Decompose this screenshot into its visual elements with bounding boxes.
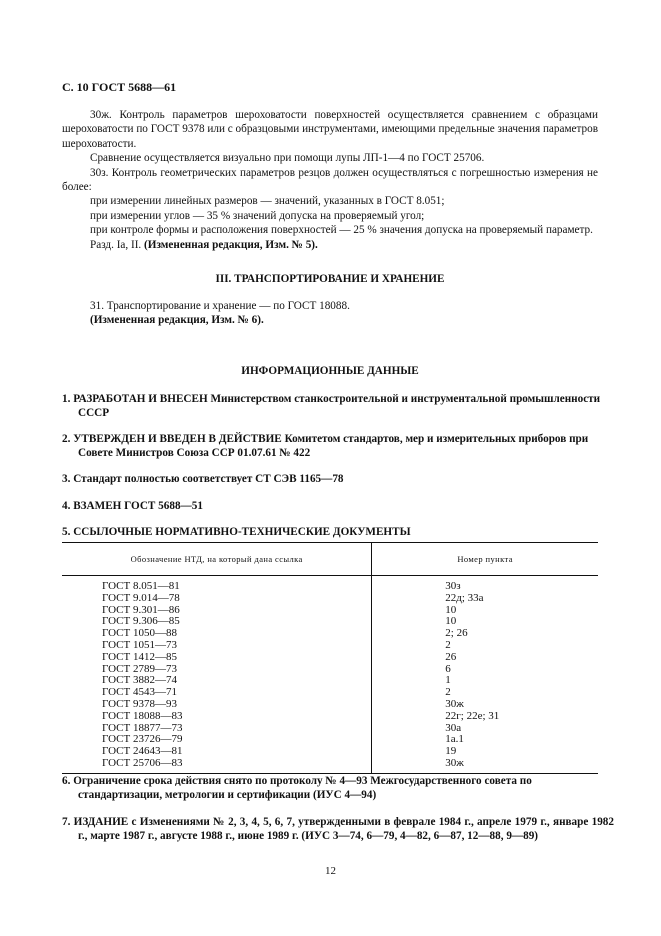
cell-clause: 10 <box>445 615 457 628</box>
cell-ntd: ГОСТ 25706—83 <box>62 758 372 773</box>
info-item-5: 5. ССЫЛОЧНЫЕ НОРМАТИВНО-ТЕХНИЧЕСКИЕ ДОКУМЕНТЫ <box>62 526 411 538</box>
cell-clause: 30ж <box>445 697 464 710</box>
table-row <box>62 758 598 773</box>
cell-clause: 10 <box>445 603 457 616</box>
cell-ntd: ГОСТ 18877—73 <box>62 723 372 735</box>
table-row <box>62 711 598 723</box>
cell-ntd: ГОСТ 9.301—86 <box>62 605 372 617</box>
amendment-bold: (Измененная редакция, Изм. № 5). <box>144 238 318 251</box>
cell-ntd: ГОСТ 4543—71 <box>62 687 372 699</box>
cell-ntd: ГОСТ 9378—93 <box>62 699 372 711</box>
info-item-3: 3. Стандарт полностью соответствует СТ СЭВ 1165—78 <box>62 473 344 485</box>
amendment-note: (Измененная редакция, Изм. № 6). <box>90 314 264 327</box>
list-item: при контроле формы и расположения поверхностей — 25 % значения допуска на проверяемый параметр. <box>90 224 593 237</box>
list-item: при измерении линейных размеров — значений, указанных в ГОСТ 8.051; <box>90 195 445 208</box>
page-header: С. 10 ГОСТ 5688—61 <box>62 80 177 94</box>
paragraph-30zh-comparison: Сравнение осуществляется визуально при помощи лупы ЛП-1—4 по ГОСТ 25706. <box>90 152 485 165</box>
section-3-text <box>62 299 598 328</box>
header-clause: Номер пункта <box>372 543 598 576</box>
cell-clause: 22д; 33а <box>445 591 484 604</box>
cell-clause: 6 <box>445 662 451 675</box>
list-item: при измерении углов — 35 % значений допуска на проверяемый угол; <box>90 209 425 222</box>
cell-ntd: ГОСТ 8.051—81 <box>62 576 372 593</box>
table-body <box>62 576 598 774</box>
cell-ntd: ГОСТ 18088—83 <box>62 711 372 723</box>
table-row <box>62 640 598 652</box>
cell-clause: 30а <box>445 721 462 734</box>
references-table-wrapper <box>62 542 598 774</box>
cell-ntd: ГОСТ 3882—74 <box>62 675 372 687</box>
table-row <box>62 652 598 664</box>
cell-ntd: ГОСТ 1412—85 <box>62 652 372 664</box>
references-table <box>62 542 598 774</box>
cell-ntd: ГОСТ 23726—79 <box>62 734 372 746</box>
paragraph-30z: 30з. Контроль геометрических параметров резцов должен осуществляться с погрешностью измерения не более: <box>62 166 598 194</box>
cell-ntd: ГОСТ 24643—81 <box>62 746 372 758</box>
paragraph-30zh: 30ж. Контроль параметров шероховатости поверхностей осуществляется сравнением с образцами шероховатости по ГОСТ 9378 или с образцовыми инструментами, имеющими предельные значения параметров шероховатости. <box>62 109 598 150</box>
amendment-prefix: Разд. Ia, II. <box>90 238 145 251</box>
amendment-note <box>62 238 598 252</box>
cell-ntd: ГОСТ 1050—88 <box>62 628 372 640</box>
cell-clause: 26 <box>445 650 457 663</box>
cell-clause: 22г; 22е; 31 <box>445 709 500 722</box>
info-item-2: 2. УТВЕРЖДЕН И ВВЕДЕН В ДЕЙСТВИЕ Комитетом стандартов, мер и измерительных приборов при Совете Министров Союза ССР 01.07.61 № 422 <box>62 433 589 460</box>
info-item-7: 7. ИЗДАНИЕ с Изменениями № 2, 3, 4, 5, 6, 7, утвержденными в феврале 1984 г., апреле 1979 г., январе 1982 г., марте 1987 г., августе 1988 г., июне 1989 г. (ИУС 3—74, 6—79, 4—82, 6—87, 12—88, 9—89) <box>62 816 614 843</box>
cell-clause: 2 <box>445 686 451 699</box>
table-row <box>62 593 598 605</box>
section-title: III. ТРАНСПОРТИРОВАНИЕ И ХРАНЕНИЕ <box>215 273 445 285</box>
cell-clause: 2; 26 <box>445 627 468 640</box>
info-item-4: 4. ВЗАМЕН ГОСТ 5688—51 <box>62 500 203 512</box>
cell-ntd: ГОСТ 1051—73 <box>62 640 372 652</box>
table-header-row <box>62 543 598 576</box>
info-item-6: 6. Ограничение срока действия снято по протоколу № 4—93 Межгосударственного совета по стандартизации, метрологии и сертификации (ИУС 4—94) <box>62 775 532 802</box>
paragraph-31: 31. Транспортирование и хранение — по ГОСТ 18088. <box>90 300 350 312</box>
cell-ntd: ГОСТ 2789—73 <box>62 664 372 676</box>
info-title: ИНФОРМАЦИОННЫЕ ДАННЫЕ <box>241 365 419 377</box>
page-number: 12 <box>325 865 336 877</box>
header-ntd: Обозначение НТД, на который дана ссылка <box>62 543 372 576</box>
table-row <box>62 699 598 711</box>
cell-ntd: ГОСТ 9.014—78 <box>62 593 372 605</box>
table-row <box>62 576 598 593</box>
cell-clause: 1 <box>445 674 451 687</box>
cell-clause: 1а.1 <box>445 733 464 746</box>
cell-clause: 19 <box>445 745 457 758</box>
cell-ntd: ГОСТ 9.306—85 <box>62 616 372 628</box>
info-item-1: 1. РАЗРАБОТАН И ВНЕСЕН Министерством станкостроительной и инструментальной промышленности СССР <box>62 393 601 420</box>
body-text <box>62 108 598 252</box>
cell-clause: 30з <box>445 580 461 592</box>
cell-clause: 30ж <box>372 758 598 773</box>
cell-clause: 2 <box>445 638 451 651</box>
